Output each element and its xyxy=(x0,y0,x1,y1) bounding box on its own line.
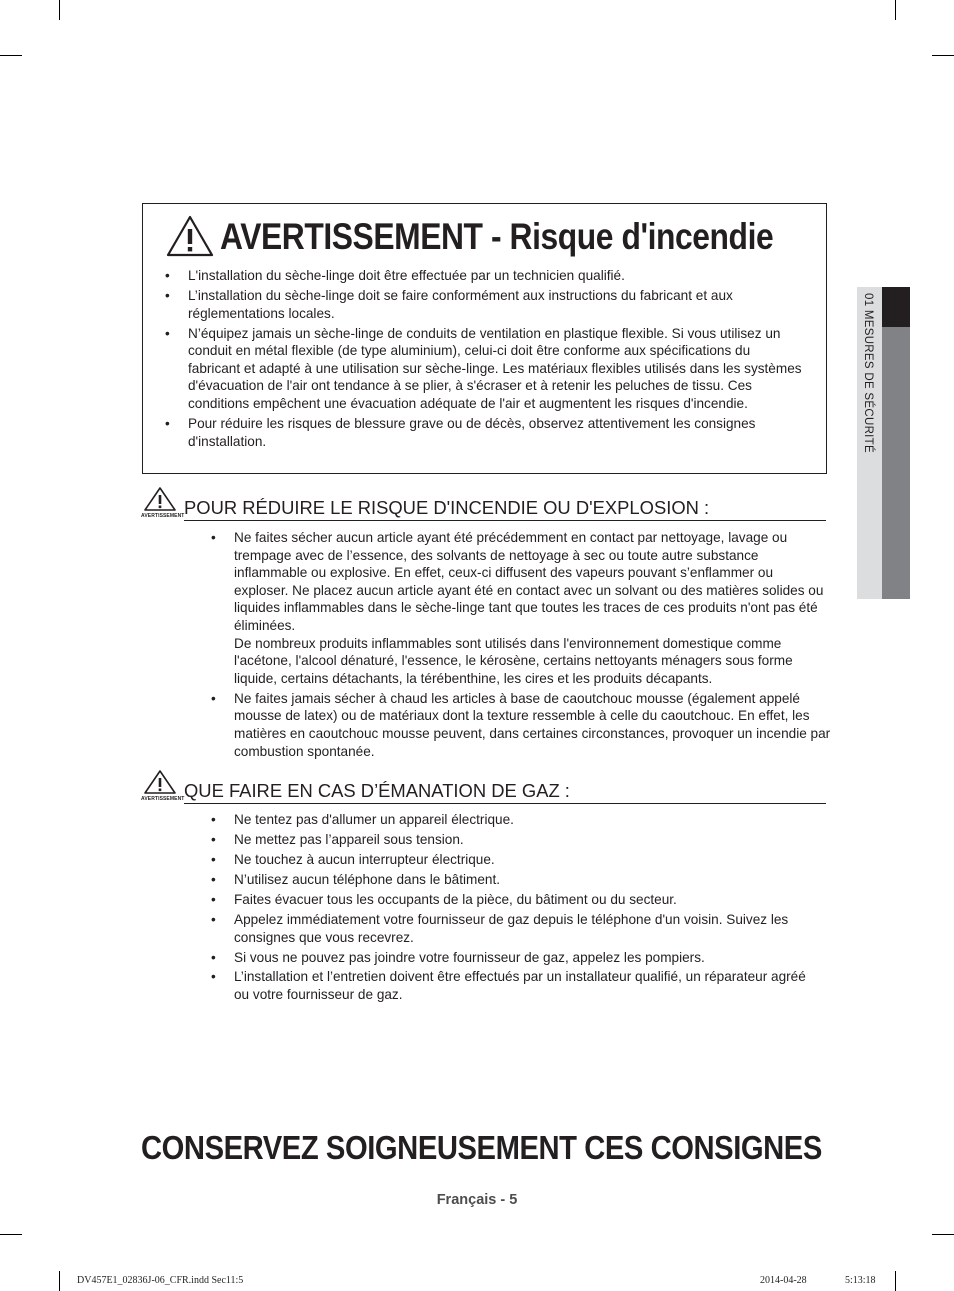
list-item: • L'installation du sèche-linge doit être effectuée par un technicien qualifié. xyxy=(165,267,805,285)
list-item-continuation: De nombreux produits inflammables sont utilisés dans l'environnement domestique comme l'acétone, l'alcool dénaturé, l'essence, le kérosène, certains nettoyants ménagers sous forme liquide, certains détachants, la térébenthine, les cires et les produits décapants. xyxy=(234,635,793,686)
crop-mark xyxy=(932,1234,954,1235)
list-item: • L’installation et l’entretien doivent être effectués par un installateur qualifié, un réparateur agréé ou votre fournisseur de gaz. xyxy=(211,968,811,1003)
crop-mark xyxy=(895,0,896,20)
list-item: • N’équipez jamais un sèche-linge de conduits de ventilation en plastique flexible. Si vous utilisez un conduit en métal flexible (de type aluminium), celui-ci doit être conforme aux spécifications du fabricant et adapté à une utilisation sur sèche-linge. Les matériaux flexibles utilisés dans les systèmes d'évacuation de l'air ont tendance à se plier, à s'écraser et à retenir les peluches de tissu. Ces conditions empêchent une évacuation adéquate de l'air et augmentent les risques d'incendie. xyxy=(165,325,805,413)
list-item: • Ne mettez pas l’appareil sous tension. xyxy=(211,831,811,849)
footer-time: 5:13:18 xyxy=(845,1275,876,1286)
section-divider xyxy=(184,803,826,804)
crop-mark xyxy=(895,1271,896,1291)
warning-triangle-icon xyxy=(165,214,215,258)
warning-icon-label: AVERTISSEMENT xyxy=(141,796,185,802)
list-item-text: Ne faites sécher aucun article ayant été précédemment en contact par nettoyage, lavage ou trempage avec de l’essence, des solvants de nettoyage à sec ou toute autre substance inflammable ou explosive. En effet, ceux-ci diffusent des vapeurs pouvant s’enflammer ou exploser. Ne placez aucun article ayant été en contact avec un solvant ou des matières solides ou liquides inflammables dans le sèche-linge tant que toutes les traces de ces produits n'ont pas été éliminées. xyxy=(234,530,824,633)
warning-icon xyxy=(141,486,185,522)
crop-mark xyxy=(59,0,60,20)
warning-list xyxy=(165,267,805,453)
side-tab-marker xyxy=(882,287,910,599)
fire-section-heading: POUR RÉDUIRE LE RISQUE D'INCENDIE OU D'EXPLOSION : xyxy=(184,497,710,518)
list-item: • Ne touchez à aucun interrupteur électrique. xyxy=(211,851,811,869)
gas-section-heading: QUE FAIRE EN CAS D’ÉMANATION DE GAZ : xyxy=(184,780,570,801)
crop-mark xyxy=(0,1234,22,1235)
list-item: • Appelez immédiatement votre fournisseur de gaz depuis le téléphone d'un voisin. Suivez les consignes que vous recevrez. xyxy=(211,911,811,946)
fire-list xyxy=(211,529,831,763)
list-item: • L’installation du sèche-linge doit se faire conformément aux instructions du fabricant et aux réglementations locales. xyxy=(165,287,805,322)
list-item: • N’utilisez aucun téléphone dans le bâtiment. xyxy=(211,871,811,889)
keep-instructions-notice: CONSERVEZ SOIGNEUSEMENT CES CONSIGNES xyxy=(141,1129,822,1166)
crop-mark xyxy=(932,55,954,56)
section-divider xyxy=(184,520,826,521)
list-item: • Si vous ne pouvez pas joindre votre fournisseur de gaz, appelez les pompiers. xyxy=(211,949,811,967)
list-item: • Faites évacuer tous les occupants de la pièce, du bâtiment ou du secteur. xyxy=(211,891,811,909)
list-item: • Ne tentez pas d'allumer un appareil électrique. xyxy=(211,811,811,829)
footer-file-info: DV457E1_02836J-06_CFR.indd Sec11:5 xyxy=(77,1275,244,1286)
list-item: • Pour réduire les risques de blessure grave ou de décès, observez attentivement les consignes d'installation. xyxy=(165,415,805,450)
list-item: • Ne faites jamais sécher à chaud les articles à base de caoutchouc mousse (également appelé mousse de latex) ou de matériaux dont la texture ressemble à celle du caoutchouc. En effet, les matières en caoutchouc mousse peuvent, dans certaines circonstances, provoquer un incendie par combustion spontanée. xyxy=(211,690,831,760)
side-tab-top-marker xyxy=(882,287,910,327)
crop-mark xyxy=(59,1271,60,1291)
page-number: Français - 5 xyxy=(436,1192,518,1208)
warning-title: AVERTISSEMENT - Risque d'incendie xyxy=(220,216,774,257)
list-item xyxy=(211,529,831,687)
gas-list xyxy=(211,811,811,1006)
warning-icon-label: AVERTISSEMENT xyxy=(141,513,185,519)
side-tab-label: 01 MESURES DE SÉCURITÉ xyxy=(862,293,874,453)
warning-icon xyxy=(141,769,185,805)
crop-mark xyxy=(0,55,22,56)
footer-date: 2014-04-28 xyxy=(760,1275,807,1286)
